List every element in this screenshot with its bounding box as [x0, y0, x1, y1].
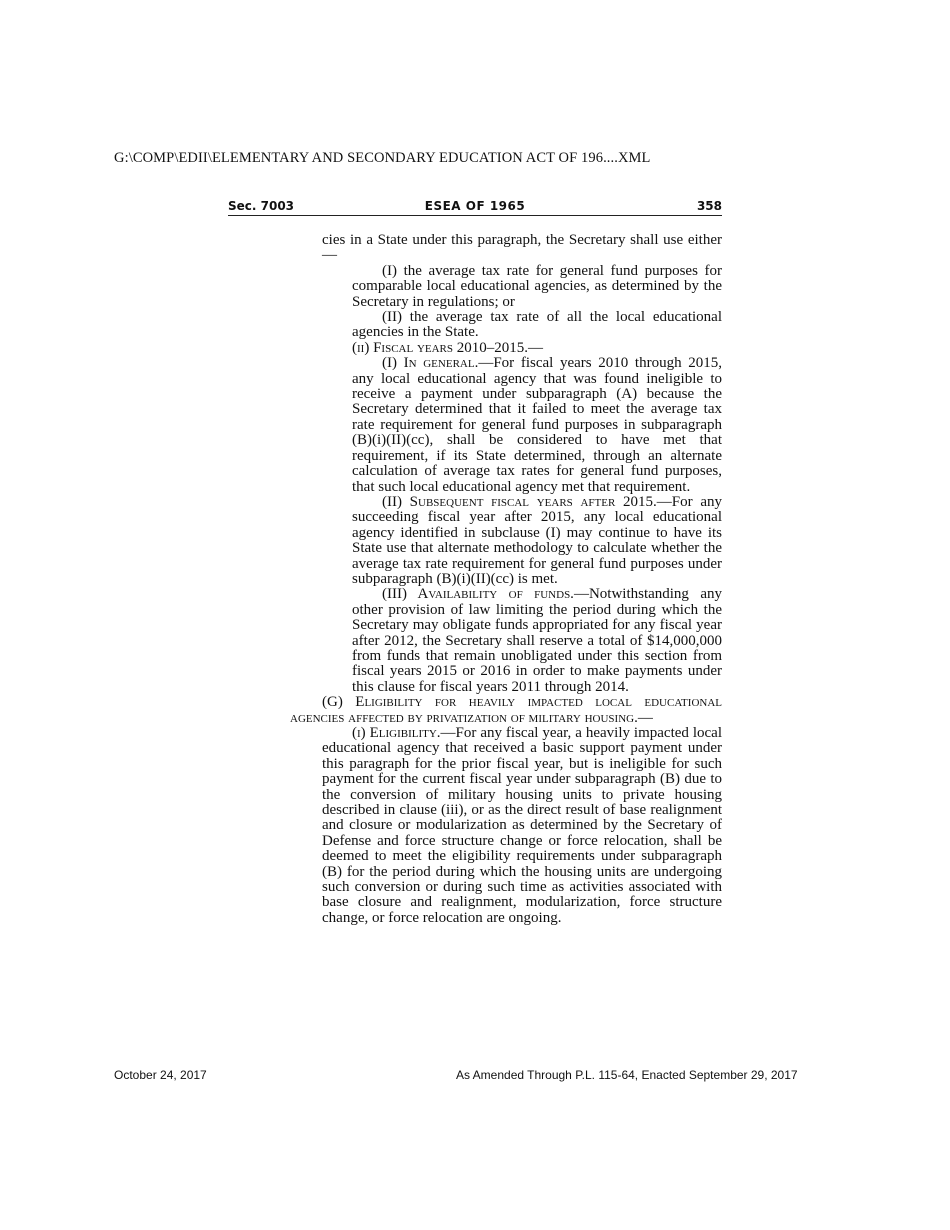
document-body	[290, 233, 722, 926]
subclause-availability-of-funds	[290, 587, 722, 695]
page-number: 358	[696, 199, 722, 213]
subparagraph-g-heading	[290, 695, 722, 726]
running-header	[228, 197, 722, 216]
subclause-subsequent-years	[290, 495, 722, 587]
clause-i-eligibility	[290, 726, 722, 926]
footer-date: October 24, 2017	[114, 1068, 207, 1082]
subclause-in-general	[290, 356, 722, 495]
subclause-body: —For any succeeding fiscal year after 2015, any local educational agency identified in subclause (I) may continue to have its State use that alternate methodology to calculate whether the average tax rate requirement for general fund purposes under subparagraph (B)(i)(II)(cc) is met.	[352, 493, 722, 587]
page-title: ESEA OF 1965	[424, 199, 526, 213]
clause-heading-text: (ii) Fiscal years 2010–2015.—	[352, 339, 544, 356]
subclause-heading: (I) In general.	[382, 355, 479, 372]
subparagraph-heading-text: (G) Eligibility for heavily impacted local educational agencies affected by privatization of military housing.—	[290, 694, 722, 726]
subclause-heading: (III) Availability of funds.	[382, 586, 574, 603]
subclause-body: —For fiscal years 2010 through 2015, any local educational agency that was found ineligible to receive a payment under subparagraph (A) because the Secretary determined that it failed to meet the average tax rate requirement for general fund purposes in subparagraph (B)(i)(II)(cc), shall be considered to have met that requirement, if its State determined, through an alternate calculation of average tax rates for general fund purposes, that such local educational agency met that requirement.	[352, 355, 722, 495]
subclause-i: (I) the average tax rate for general fund purposes for comparable local educational agencies, as determined by the Secretary in regulations; or	[352, 262, 722, 310]
clause-heading: (i) Eligibility.	[352, 725, 441, 741]
subclause-body: —Notwithstanding any other provision of law limiting the period during which the Secretary may obligate funds appropriated for any fiscal year after 2012, the Secretary shall reserve a total of $14,000,000 from funds that remain unobligated under this section from fiscal years 2015 or 2016 in order to make payments under this clause for fiscal years 2011 through 2014.	[352, 586, 723, 695]
subclause-ii: (II) the average tax rate of all the local educational agencies in the State.	[352, 309, 722, 341]
subclause-heading: (II) Subsequent fiscal years after 2015.	[382, 493, 657, 510]
paragraph-continuation: cies in a State under this paragraph, the Secretary shall use either—	[322, 232, 722, 264]
section-number: Sec. 7003	[228, 199, 295, 213]
clause-ii-heading	[290, 341, 722, 356]
file-path: G:\COMP\EDII\ELEMENTARY AND SECONDARY EDUCATION ACT OF 196....XML	[114, 150, 651, 166]
clause-body: —For any fiscal year, a heavily impacted local educational agency that received a basic support payment under this paragraph for the prior fiscal year, but is ineligible for such payment for the current fiscal year under subparagraph (B) due to the conversion of military housing units to private housing described in clause (iii), or as the direct result of base realignment and closure or modularization as determined by the Secretary of Defense and force structure change or force relocation, shall be deemed to meet the eligibility requirements under subparagraph (B) for the period during which the housing units are undergoing such conversion or during such time as activities associated with base closure and realignment, modularization, force structure change, or force relocation are ongoing.	[322, 725, 722, 926]
footer-amended-note: As Amended Through P.L. 115-64, Enacted September 29, 2017	[456, 1068, 798, 1082]
